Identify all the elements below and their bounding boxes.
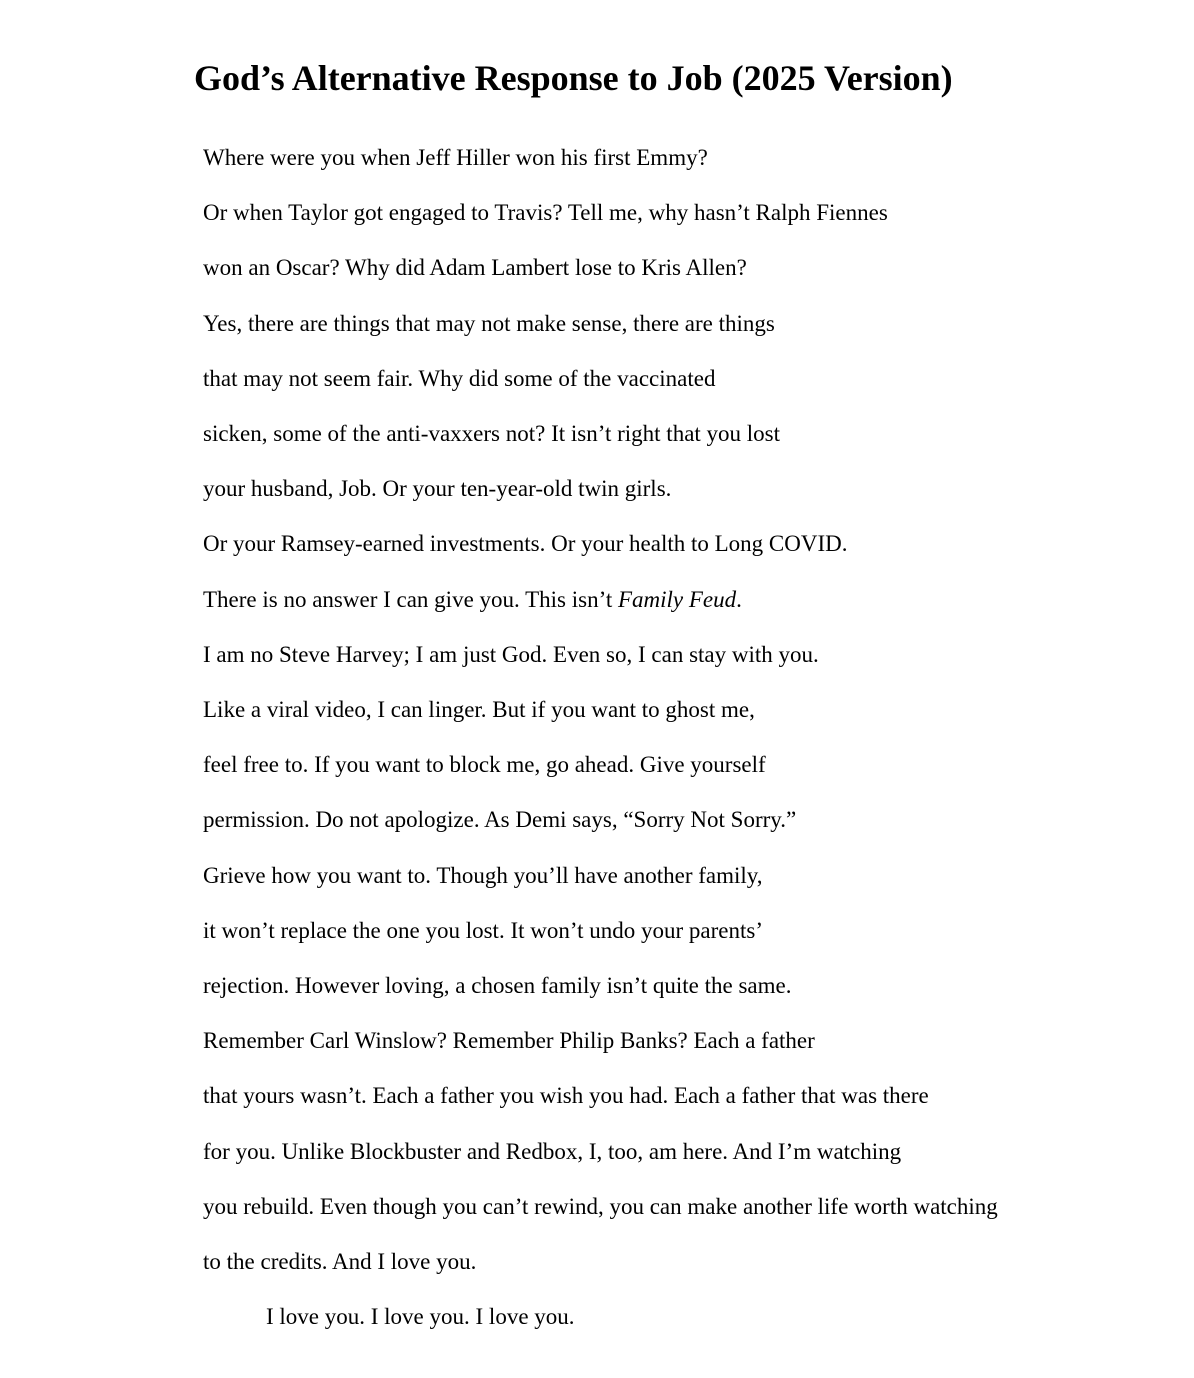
poem-body	[203, 130, 998, 1344]
poem-line: that may not seem fair. Why did some of the vaccinated	[203, 365, 716, 391]
poem-line: Remember Carl Winslow? Remember Philip Banks? Each a father	[203, 1028, 815, 1054]
poem-line: Or your Ramsey-earned investments. Or your health to Long COVID.	[203, 531, 848, 557]
poem-line: your husband, Job. Or your ten-year-old twin girls.	[203, 476, 672, 502]
poem-line: Like a viral video, I can linger. But if you want to ghost me,	[203, 697, 755, 723]
line-text-before: There is no answer I can give you. This isn’t	[203, 586, 618, 612]
poem-line: feel free to. If you want to block me, go ahead. Give yourself	[203, 752, 766, 778]
poem-line: it won’t replace the one you lost. It won’t undo your parents’	[203, 917, 763, 943]
poem-title: God’s Alternative Response to Job (2025 Version)	[194, 58, 953, 98]
poem-line: Where were you when Jeff Hiller won his first Emmy?	[203, 145, 708, 170]
poem-line: Grieve how you want to. Though you’ll have another family,	[203, 862, 763, 888]
show-title-italic: Family Feud	[617, 586, 737, 612]
poem-line: sicken, some of the anti-vaxxers not? It isn’t right that you lost	[203, 421, 781, 447]
poem-line: that yours wasn’t. Each a father you wish you had. Each a father that was there	[203, 1083, 929, 1109]
poem-line-with-italic-title	[203, 572, 998, 627]
poem-line: Yes, there are things that may not make sense, there are things	[203, 310, 775, 336]
poem-line: for you. Unlike Blockbuster and Redbox, I, too, am here. And I’m watching	[203, 1138, 902, 1164]
poem-line: permission. Do not apologize. As Demi says, “Sorry Not Sorry.”	[203, 807, 797, 833]
poem-line: to the credits. And I love you.	[203, 1249, 477, 1275]
poem-line: won an Oscar? Why did Adam Lambert lose to Kris Allen?	[203, 255, 747, 281]
poem-final-line: I love you. I love you. I love you.	[266, 1304, 575, 1330]
poem-line: rejection. However loving, a chosen family isn’t quite the same.	[203, 973, 792, 999]
poem-line: Or when Taylor got engaged to Travis? Tell me, why hasn’t Ralph Fiennes	[203, 200, 888, 226]
poem-line: you rebuild. Even though you can’t rewind, you can make another life worth watching	[203, 1193, 998, 1219]
line-text-after: .	[736, 586, 742, 612]
poem-line: I am no Steve Harvey; I am just God. Even so, I can stay with you.	[203, 641, 819, 667]
